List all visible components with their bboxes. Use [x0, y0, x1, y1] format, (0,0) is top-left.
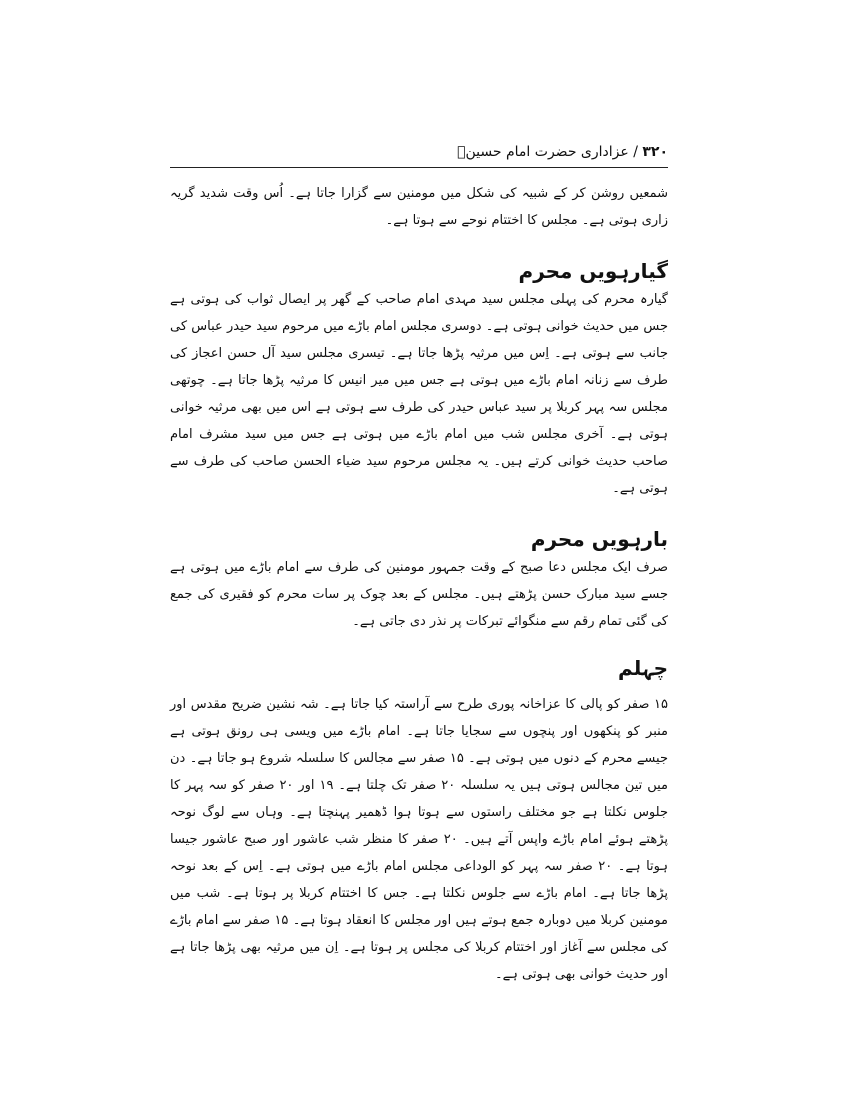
section-spacer — [170, 683, 668, 691]
section-spacer — [170, 234, 668, 256]
intro-paragraph: شمعیں روشن کر کے شبیہ کی شکل میں مومنین سے گزارا جاتا ہے۔ اُس وقت شدید گریہ زاری ہوتی ہے۔ مجلس کا اختتام نوحے سے ہوتا ہے۔ — [170, 186, 668, 228]
page-body — [170, 180, 668, 988]
section-heading-twelfth-muharram: بارہویں محرم — [530, 527, 668, 551]
section-heading-chehlum: چہلم — [618, 656, 668, 680]
section-spacer — [170, 502, 668, 524]
section-body-twelfth-muharram: صرف ایک مجلس دعا صبح کے وقت جمہور مومنین کی طرف سے امام باڑے میں ہوتی ہے جسے سید مبارک حسن پڑھتے ہیں۔ مجلس کے بعد چوک پر سات محرم کو فقیری کی جمع کی گئی تمام رقم سے منگوائے تبرکات پر نذر دی جاتی ہے۔ — [170, 560, 668, 629]
section-body-chehlum: ۱۵ صفر کو پالی کا عزاخانہ پوری طرح سے آراستہ کیا جاتا ہے۔ شہ نشین ضریح مقدس اور منبر کو پنکھوں اور پنچوں سے سجایا جاتا ہے۔ امام باڑے میں ویسی ہی رونق ہوتی ہے جیسے محرم کے دنوں میں ہوتی ہے۔ ۱۵ صفر سے مجالس کا سلسلہ شروع ہو جاتا ہے۔ دن میں تین مجالس ہوتی ہیں یہ سلسلہ ۲۰ صفر تک چلتا ہے۔ ۱۹ اور ۲۰ صفر کو سہ پہر کا جلوس نکلتا ہے جو مختلف راستوں سے ہوتا ہوا ڈھمیر پہنچتا ہے۔ وہاں سے لوگ نوحہ پڑھتے ہوئے امام باڑے واپس آتے ہیں۔ ۲۰ صفر کا منظر شب عاشور اور صبح عاشور جیسا ہوتا ہے۔ ۲۰ صفر سہ پہر کو الوداعی مجلس امام باڑے میں ہوتی ہے۔ اِس کے بعد نوحہ پڑھا جاتا ہے۔ امام باڑے سے جلوس نکلتا ہے۔ جس کا اختتام کربلا پر ہوتا ہے۔ شب میں مومنین کربلا میں دوبارہ جمع ہوتے ہیں اور مجلس کا انعقاد ہوتا ہے۔ ۱۵ صفر سے امام باڑے کی مجلس سے آغاز اور اختتام کربلا کی مجلس پر ہوتا ہے۔ اِن میں مرثیہ بھی پڑھا جاتا ہے اور حدیث خوانی بھی ہوتی ہے۔ — [170, 697, 669, 982]
running-header — [170, 138, 668, 166]
section-spacer — [170, 635, 668, 653]
page-number: ۳۲۰ — [642, 144, 668, 160]
section-heading-eleventh-muharram: گیارہویں محرم — [518, 259, 668, 283]
header-divider — [170, 167, 668, 168]
section-body-eleventh-muharram: گیارہ محرم کی پہلی مجلس سید مہدی امام صاحب کے گھر پر ایصال ثواب کی ہوتی ہے جس میں حدیث خوانی ہوتی ہے۔ دوسری مجلس امام باڑے میں مرحوم سید حیدر عباس کی جانب سے ہوتی ہے۔ اِس میں مرثیہ پڑھا جاتا ہے۔ تیسری مجلس سید آل حسن اعجاز کی طرف سے زنانہ امام باڑے میں ہوتی ہے جس میں میر انیس کا مرثیہ پڑھا جاتا ہے۔ چوتھی مجلس سہ پہر کربلا پر سید عباس حیدر کی طرف سے ہوتی ہے اس میں بھی مرثیہ خوانی ہوتی ہے۔ آخری مجلس شب میں امام باڑے میں ہوتی ہے جس میں سید مشرف امام صاحب حدیث خوانی کرتے ہیں۔ یہ مجلس مرحوم سید ضیاء الحسن صاحب کی طرف سے ہوتی ہے۔ — [170, 292, 668, 496]
book-title: عزاداری حضرت امام حسینؑ — [457, 144, 629, 160]
header-separator: / — [633, 144, 638, 160]
